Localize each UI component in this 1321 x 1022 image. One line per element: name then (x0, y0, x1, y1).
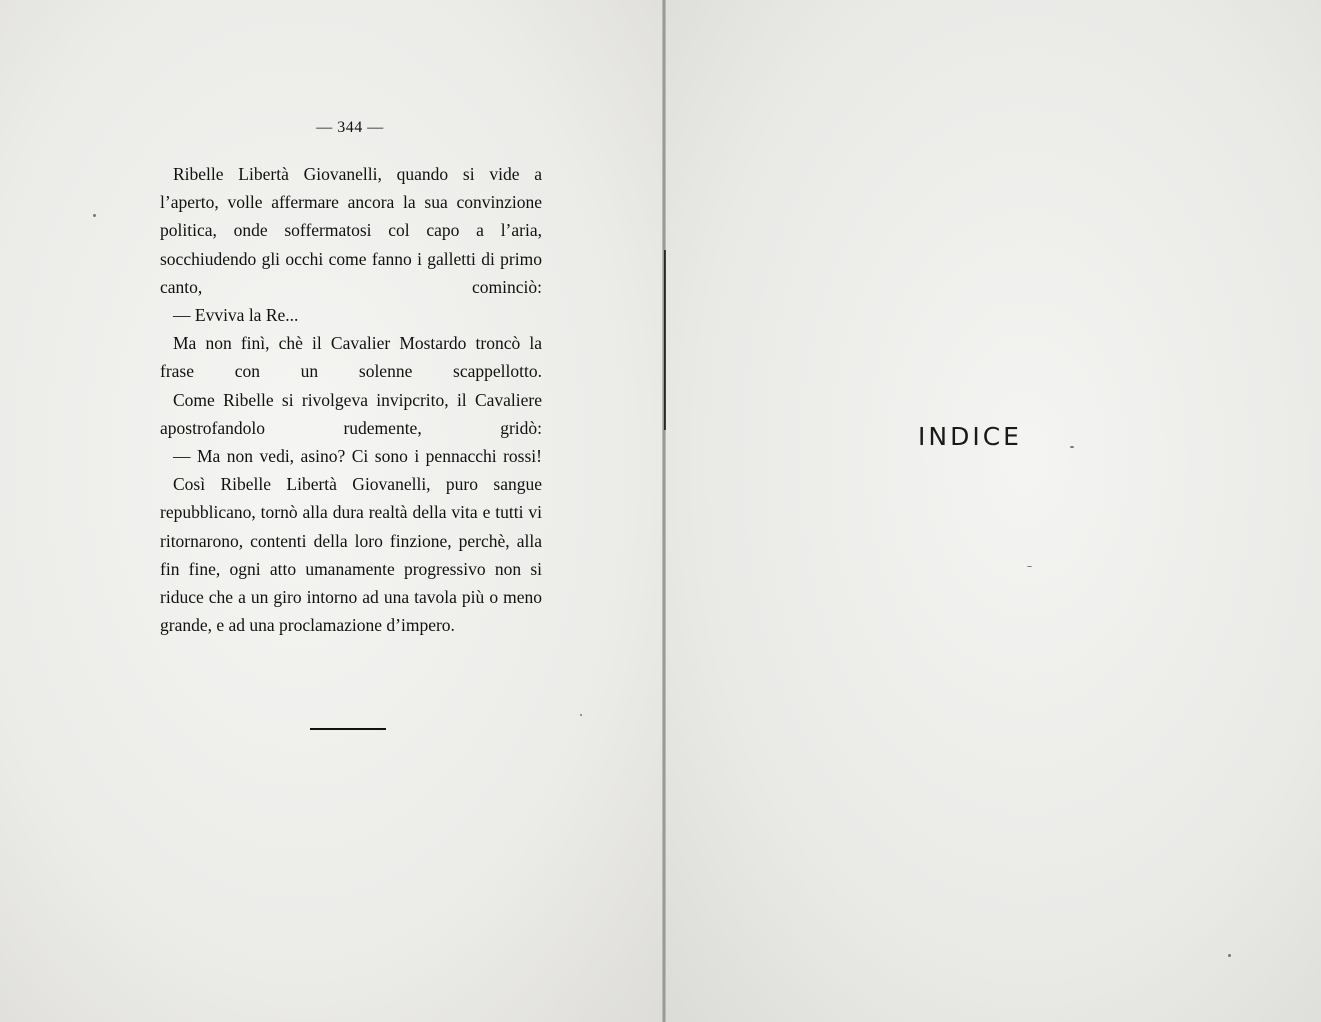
paragraph: Ribelle Libertà Giovanelli, quando si vide a l’aperto, volle affermare ancora la sua convinzione politica, onde soffermatosi col capo a l’aria, socchiudendo gli occhi come fanno i galletti di primo canto, cominciò: (160, 164, 542, 297)
paragraph: — Evviva la Re... (173, 305, 299, 326)
paragraph: Così Ribelle Libertà Giovanelli, puro sangue repubblicano, tornò alla dura realtà della vita e tutti vi ritornarono, contenti della loro finzione, perchè, alla fin fine, ogni atto umanamente progressivo non si riduce che a un giro intorno ad una tavola più o meno grande, e ad una proclamazione d’impero. (160, 474, 542, 636)
page-number: — 344 — (316, 119, 384, 136)
end-rule (310, 728, 386, 730)
paper-speck (580, 714, 582, 716)
right-page (666, 0, 1321, 1022)
body-text (160, 160, 542, 639)
paper-speck (1228, 954, 1231, 957)
paragraph: — Ma non vedi, asino? Ci sono i pennacchi rossi! (173, 446, 542, 467)
index-heading: INDICE (918, 422, 1022, 451)
paper-speck (1070, 446, 1074, 448)
paragraph: Ma non finì, chè il Cavalier Mostardo troncò la frase con un solenne scappellotto. (160, 333, 542, 382)
paper-speck (1027, 566, 1032, 567)
paragraph: Come Ribelle si rivolgeva invipcrito, il Cavaliere apostrofandolo rudemente, gridò: (160, 389, 542, 438)
paper-speck (93, 214, 96, 217)
